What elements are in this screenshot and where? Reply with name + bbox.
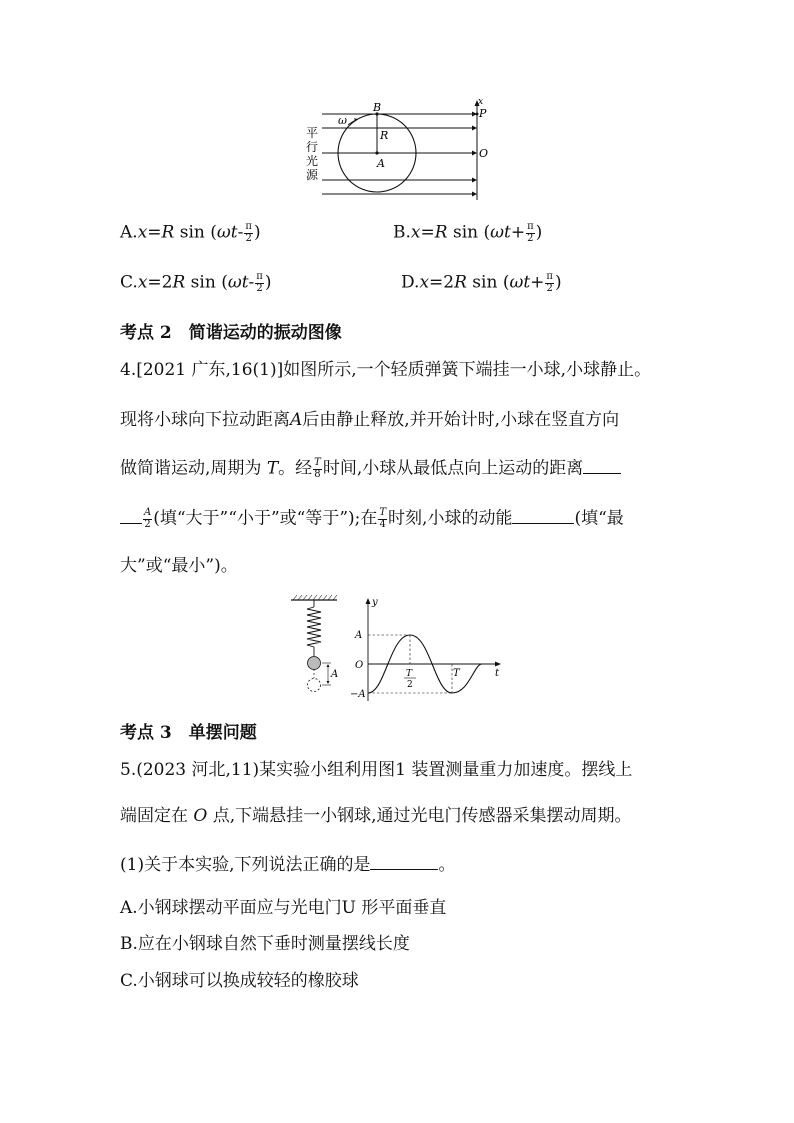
- source-label-4: 源: [306, 168, 319, 182]
- fraction: $\frac{\pi}{2}$: [527, 221, 534, 244]
- label-omega: ω: [338, 114, 347, 127]
- label-a: A: [377, 157, 385, 170]
- q5-line-1: 5.(2023 河北,11)某实验小组利用图1 装置测量重力加速度。摆线上: [120, 760, 633, 780]
- answer-blank[interactable]: [120, 509, 142, 524]
- fraction: $\frac{T}{4}$: [379, 507, 387, 530]
- source-label-3: 光: [306, 154, 319, 168]
- fraction: $\frac{A}{2}$: [144, 507, 152, 530]
- answer-blank[interactable]: [370, 855, 438, 870]
- label-r: R: [380, 129, 389, 142]
- ball: [308, 657, 321, 670]
- answer-blank[interactable]: [583, 459, 621, 474]
- fraction: $\frac{\pi}{2}$: [546, 271, 553, 294]
- q5-option-a: A.小钢球摆动平面应与光电门U 形平面垂直: [120, 898, 447, 918]
- label-T-half-num: T: [406, 669, 413, 679]
- q5-option-c: C.小钢球可以换成较轻的橡胶球: [120, 971, 359, 991]
- q4-line-2: 现将小球向下拉动距离A后由静止释放,并开始计时,小球在竖直方向: [120, 410, 620, 430]
- ball-displaced: [308, 679, 321, 692]
- fraction: $\frac{\pi}{2}$: [256, 271, 263, 294]
- circle-projection-figure: [300, 95, 500, 205]
- source-label-2: 行: [306, 140, 319, 154]
- point-a: [375, 151, 378, 154]
- q4-line-3: 做简谐运动,周期为 T。经 $\frac{T}{8}$ 时间,小球从最低点向上运动的距离: [120, 458, 621, 480]
- q4-line-1: 4.[2021 广东,16(1)]如图所示,一个轻质弹簧下端挂一小球,小球静止。: [120, 360, 652, 380]
- label-o: O: [479, 147, 489, 160]
- source-label-1: 平: [306, 126, 319, 140]
- section-heading-2: 考点 2 简谐运动的振动图像: [120, 323, 342, 343]
- t-axis-label: t: [495, 668, 500, 679]
- fraction: $\frac{\pi}{2}$: [245, 221, 252, 244]
- option-b: B.x=R sin (ωt+ $\frac{\pi}{2}$ ): [393, 221, 543, 244]
- fraction: $\frac{T}{8}$: [314, 457, 321, 480]
- option-d: D.x=2R sin (ωt+ $\frac{\pi}{2}$ ): [401, 271, 562, 294]
- q5-line-2: 端固定在 O 点,下端悬挂一小钢球,通过光电门传感器采集摆动周期。: [120, 806, 632, 826]
- answer-blank[interactable]: [512, 509, 574, 524]
- label-b: B: [373, 101, 382, 114]
- spring-amplitude-label: A: [331, 669, 339, 680]
- label-A: A: [355, 630, 363, 641]
- spring: [307, 607, 321, 647]
- q4-line-5: 大”或“最小”)。: [120, 556, 238, 576]
- q5-line-3: (1)关于本实验,下列说法正确的是 。: [120, 855, 456, 875]
- q5-option-b: B.应在小钢球自然下垂时测量摆线长度: [120, 934, 410, 954]
- label-T: T: [453, 668, 460, 679]
- y-axis-label: y: [372, 597, 378, 608]
- label-p: P: [479, 107, 487, 120]
- q4-line-4: $\frac{A}{2}$ (填“大于”“小于”或“等于”);在 $\frac{T}{4}$ 时刻,小球的动能 (填“最: [120, 508, 624, 530]
- label-x: x: [478, 97, 484, 107]
- option-a: A.x=R sin (ωt- $\frac{\pi}{2}$ ): [120, 221, 261, 244]
- label-O: O: [355, 660, 364, 671]
- label-negA: −A: [350, 689, 366, 700]
- section-heading-3: 考点 3 单摆问题: [120, 723, 257, 743]
- ray-arrowheads: [472, 112, 477, 197]
- option-c: C.x=2R sin (ωt- $\frac{\pi}{2}$ ): [120, 271, 272, 294]
- spring-oscillation-figure: [285, 593, 510, 705]
- label-T-half-den: 2: [407, 680, 413, 690]
